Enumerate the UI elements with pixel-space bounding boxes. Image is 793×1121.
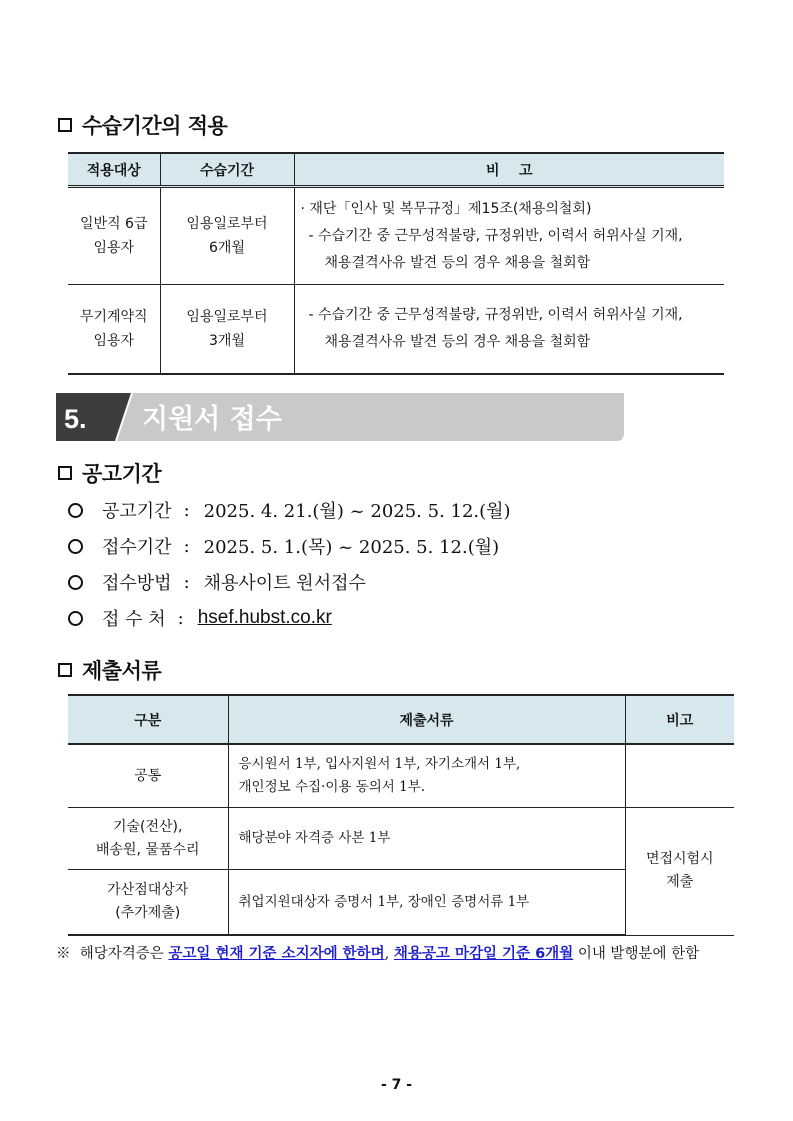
cell-category bbox=[68, 870, 228, 936]
item-value: 2025. 5. 1.(목) ~ 2025. 5. 12.(월) bbox=[203, 537, 500, 558]
circle-bullet-icon bbox=[68, 575, 83, 590]
item-colon: : bbox=[183, 499, 190, 521]
cell-period bbox=[160, 285, 294, 375]
cell-line: 배송원, 물품수리 bbox=[95, 841, 200, 858]
table-row bbox=[68, 808, 734, 870]
cell-line: 임용자 bbox=[93, 240, 135, 256]
checkbox-square-icon bbox=[58, 663, 72, 677]
header-docs: 제출서류 bbox=[228, 695, 625, 744]
section-heading-probation bbox=[58, 110, 227, 140]
cell-note-merged bbox=[625, 808, 734, 936]
cell-line: 개인정보 수집·이용 동의서 1부. bbox=[238, 779, 426, 795]
item-label: 공고기간 bbox=[102, 501, 172, 522]
cell-line: 6개월 bbox=[209, 240, 245, 256]
cell-line: 응시원서 1부, 입사지원서 1부, 자기소개서 1부, bbox=[238, 756, 521, 772]
cell-line: 면접시험시 bbox=[645, 851, 714, 868]
cell-docs: 해당분야 자격증 사본 1부 bbox=[228, 808, 625, 870]
list-item bbox=[68, 497, 511, 523]
banner-title: 지원서 접수 bbox=[142, 404, 282, 435]
cell-line: 일반직 6급 bbox=[80, 216, 148, 232]
cell-note bbox=[294, 285, 724, 375]
footnote-text: 이내 발행분에 한함 bbox=[577, 946, 700, 962]
footnote-highlight: 공고일 현재 기준 소지자에 한하며 bbox=[168, 946, 385, 962]
cell-target bbox=[68, 285, 160, 375]
cell-note bbox=[625, 744, 734, 808]
cell-line: - 수습기간 중 근무성적불량, 규정위반, 이력서 허위사실 기재, bbox=[308, 227, 683, 244]
table-row bbox=[68, 285, 724, 375]
section-heading-text: 수습기간의 적용 bbox=[82, 114, 228, 138]
documents-table bbox=[68, 694, 734, 936]
item-label: 접 수 처 bbox=[102, 609, 166, 630]
section-heading-period bbox=[58, 458, 161, 488]
circle-bullet-icon bbox=[68, 539, 83, 554]
cell-line: 가산점대상자 bbox=[107, 882, 189, 898]
circle-bullet-icon bbox=[68, 503, 83, 518]
table-header-row bbox=[68, 695, 734, 744]
table-header-row bbox=[68, 153, 724, 187]
circle-bullet-icon bbox=[68, 611, 83, 626]
cell-docs bbox=[228, 744, 625, 808]
section-heading-text: 제출서류 bbox=[82, 659, 162, 683]
banner-number: 5. bbox=[64, 404, 87, 434]
cell-line: 임용일로부터 bbox=[186, 309, 268, 325]
cell-line: 무기계약직 bbox=[79, 309, 148, 325]
cell-line: 채용결격사유 발견 등의 경우 채용을 철회함 bbox=[324, 334, 591, 350]
item-colon: : bbox=[183, 571, 190, 593]
cell-line: 제출 bbox=[666, 874, 694, 891]
cell-line: 3개월 bbox=[209, 333, 245, 349]
cell-category bbox=[68, 808, 228, 870]
footnote-highlight: 채용공고 마감일 기준 6개월 bbox=[393, 946, 574, 962]
cell-line: 임용자 bbox=[93, 333, 135, 349]
footnote bbox=[56, 940, 736, 968]
checkbox-square-icon bbox=[58, 118, 72, 132]
probation-table bbox=[68, 152, 724, 375]
application-site-link[interactable]: hsef.hubst.co.kr bbox=[197, 607, 332, 628]
cell-line: (추가제출) bbox=[115, 905, 181, 921]
header-target: 적용대상 bbox=[68, 153, 160, 187]
footnote-mark: ※ bbox=[56, 946, 71, 962]
list-item bbox=[68, 605, 332, 631]
cell-line: 채용결격사유 발견 등의 경우 채용을 철회함 bbox=[324, 254, 591, 271]
item-colon: : bbox=[177, 607, 184, 629]
cell-line: 기술(전산), bbox=[113, 818, 183, 835]
section-heading-text: 공고기간 bbox=[82, 462, 162, 486]
footnote-text: 해당자격증은 bbox=[79, 946, 164, 962]
page-number: - 7 - bbox=[380, 1077, 413, 1093]
item-value: 채용사이트 원서접수 bbox=[203, 573, 366, 594]
list-item bbox=[68, 569, 366, 595]
list-item bbox=[68, 533, 499, 559]
cell-target bbox=[68, 187, 160, 285]
cell-period bbox=[160, 187, 294, 285]
header-note: 비 고 bbox=[294, 153, 724, 187]
item-label: 접수방법 bbox=[102, 573, 172, 594]
cell-note bbox=[294, 187, 724, 285]
item-label: 접수기간 bbox=[102, 537, 172, 558]
item-value: 2025. 4. 21.(월) ~ 2025. 5. 12.(월) bbox=[203, 501, 511, 522]
header-note: 비고 bbox=[625, 695, 734, 744]
cell-category: 공통 bbox=[68, 744, 228, 808]
cell-line: - 수습기간 중 근무성적불량, 규정위반, 이력서 허위사실 기재, bbox=[308, 307, 683, 323]
header-period: 수습기간 bbox=[160, 153, 294, 187]
cell-docs: 취업지원대상자 증명서 1부, 장애인 증명서류 1부 bbox=[228, 870, 625, 936]
cell-line: · 재단「인사 및 복무규정」제15조(채용의철회) bbox=[300, 200, 592, 217]
checkbox-square-icon bbox=[58, 466, 72, 480]
section-heading-docs bbox=[58, 655, 161, 685]
footnote-text: , bbox=[384, 946, 390, 962]
table-row bbox=[68, 744, 734, 808]
section-banner bbox=[56, 393, 624, 441]
header-category: 구분 bbox=[68, 695, 228, 744]
table-row bbox=[68, 187, 724, 285]
cell-line: 임용일로부터 bbox=[186, 216, 268, 232]
item-colon: : bbox=[183, 535, 190, 557]
